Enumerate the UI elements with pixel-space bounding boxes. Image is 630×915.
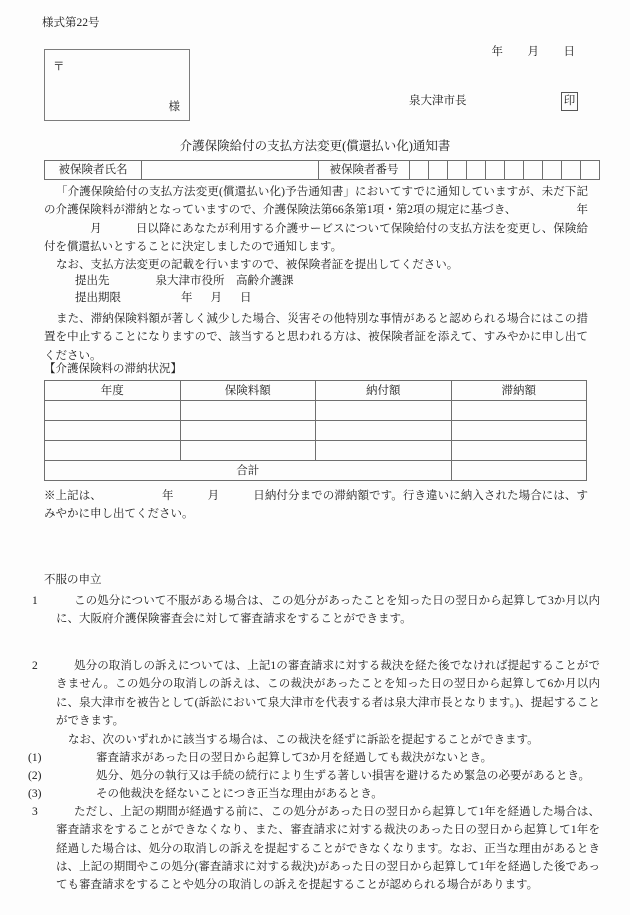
appeal-item-1-text: この処分について不服がある場合は、この処分があったことを知った日の翌日から起算して3か月以内に、大阪府介護保険審査会に対して審査請求をすることができます。 [56,595,600,626]
arrears-note [44,487,588,524]
appeal-sub-item-2-text: 処分、処分の執行又は手続の続行により生ずる著しい損害を避けるため緊急の必要があるとき。 [96,770,591,782]
appeal-sub-item-3-text: その他裁決を経ないことにつき正当な理由があるとき。 [96,788,383,800]
arrears-total-value[interactable] [451,461,587,481]
arrears-note-month: 月 [207,490,220,502]
header-date-line [480,35,575,70]
appeal-sub-item-2 [28,767,622,785]
insured-number-digit-8[interactable] [562,161,581,180]
insured-number-digit-3[interactable] [467,161,486,180]
appeal-sub-item-1 [28,749,622,767]
arrears-cell-1-2[interactable] [316,421,452,441]
arrears-cell-2-0[interactable] [45,441,181,461]
appeal-sub-item-3 [28,785,622,803]
header-month-label: 月 [527,45,539,58]
insured-name-label: 被保険者氏名 [45,161,142,180]
issuer-name: 泉大津市長 [409,95,467,107]
table-header-row [45,381,587,401]
appeal-section-title: 不服の申立 [44,574,102,586]
body-paragraph-1-month: 月 [90,222,102,235]
submission-deadline-year: 年 [181,292,193,304]
arrears-cell-2-2[interactable] [316,441,452,461]
insured-number-digit-6[interactable] [524,161,543,180]
submission-deadline-month: 月 [210,292,222,304]
body-paragraph-2: なお、支払方法変更の記載を行いますので、被保険者証を提出してください。 [56,259,459,271]
addressee-box [44,49,190,121]
insured-number-label: 被保険者番号 [319,161,410,180]
arrears-cell-1-3[interactable] [451,421,587,441]
appeal-item-2-note: なお、次のいずれかに該当する場合は、この裁決を経ずに訴訟を提起することができます。 [68,734,539,746]
body-paragraph-1-year: 年 [576,204,588,217]
arrears-column-unpaid-amount: 滞納額 [451,381,587,401]
page-title: 介護保険給付の支払方法変更(償還払い化)通知書 [179,139,451,153]
arrears-note-part-b: 日納付分までの滞納額です。行き違いに納入された場合には、すみやかに申し出てください。 [44,490,589,521]
arrears-section-heading: 【介護保険料の滞納状況】 [44,363,182,375]
arrears-column-fiscal-year: 年度 [45,381,181,401]
arrears-cell-2-1[interactable] [180,441,316,461]
postal-code-mark-icon: 〒 [53,61,65,73]
arrears-cell-1-0[interactable] [45,421,181,441]
appeal-item-3 [32,803,600,894]
appeal-item-2-number: 2 [32,660,38,672]
addressee-honorific: 様 [168,101,180,113]
arrears-cell-0-3[interactable] [451,401,587,421]
table-row [45,441,587,461]
submission-destination-value: 泉大津市役所 高齢介護課 [155,275,294,287]
appeal-item-1 [32,592,600,629]
appeal-sub-item-1-text: 審査請求があった日の翌日から起算して3か月を経過しても裁決がないとき。 [96,752,493,764]
arrears-note-year: 年 [161,490,174,502]
table-row [45,161,600,180]
arrears-cell-0-0[interactable] [45,401,181,421]
body-paragraph-3: また、滞納保険料額が著しく減少した場合、災害その他特別な事情があると認められる場合にはこの措置を中止することになりますので、該当すると思われる方は、被保険者証を添えて、すみやかに申し出てください。 [44,313,588,362]
arrears-column-paid-amount: 納付額 [316,381,452,401]
insured-number-digit-1[interactable] [429,161,448,180]
appeal-sub-item-1-marker: (1) [28,752,42,764]
insured-name-value[interactable] [142,161,319,180]
submission-deadline-day: 日 [240,292,252,304]
appeal-item-3-number: 3 [32,806,38,818]
form-number: 様式第22号 [42,17,100,29]
table-row [45,401,587,421]
arrears-cell-1-1[interactable] [180,421,316,441]
arrears-cell-0-1[interactable] [180,401,316,421]
appeal-item-2 [32,657,600,730]
insured-number-digit-0[interactable] [410,161,429,180]
arrears-table [44,380,587,481]
insured-number-digit-4[interactable] [486,161,505,180]
appeal-sub-item-2-marker: (2) [28,770,42,782]
table-row [45,421,587,441]
body-paragraph-1 [44,183,588,256]
appeal-item-2-text: 処分の取消しの訴えについては、上記1の審査請求に対する裁決を経た後でなければ提起することができません。この処分の取消しの訴えは、この裁決があったことを知った日の翌日から起算して6か月以内に、泉大津市を被告として(訴訟において泉大津市を代表する者は泉大津市長となります。)、提起することができます。 [56,660,600,727]
insured-person-table [44,160,600,180]
table-total-row [45,461,587,481]
body-paragraph-1-part-b: 日以降にあなたが利用する介護サービスについて保険給付の支払方法を変更し、保険給付を償還払いとすることに決定しましたので通知します。 [44,222,589,253]
insured-number-digit-7[interactable] [543,161,562,180]
arrears-column-premium-amount: 保険料額 [180,381,316,401]
insured-number-digit-2[interactable] [448,161,467,180]
insured-number-digit-5[interactable] [505,161,524,180]
appeal-sub-item-3-marker: (3) [28,788,42,800]
submission-destination-label: 提出先 [75,275,110,287]
arrears-note-part-a: ※上記は、 [44,490,102,502]
header-year-label: 年 [491,45,503,58]
insured-number-digit-9[interactable] [581,161,600,180]
seal-stamp-box: 印 [561,92,578,111]
arrears-cell-2-3[interactable] [451,441,587,461]
header-day-label: 日 [563,45,575,58]
arrears-total-label: 合計 [45,461,452,481]
appeal-item-1-number: 1 [32,595,38,607]
body-paragraph-1-part-a: 「介護保険給付の支払方法変更(償還払い化)予告通知書」においてすでに通知していますが、未だ下記の介護保険料が滞納となっていますので、介護保険法第66条第1項・第2項の規定に基づき、 [44,186,588,217]
appeal-item-3-text: ただし、上記の期間が経過する前に、この処分があった日の翌日から起算して1年を経過した場合は、審査請求をすることができなくなり、また、審査請求に対する裁決のあった日の翌日から起算して1年を経過した場合は、処分の取消しの訴えを提起することができなくなります。なお、正当な理由があるときは、上記の期間やこの処分(審査請求に対する裁決)があった日の翌日から起算して1年を経過した後であっても審査請求をすることや処分の取消しの訴えを提起することが認められる場合があります。 [56,806,600,892]
submission-deadline [75,293,252,305]
arrears-cell-0-2[interactable] [316,401,452,421]
submission-deadline-label: 提出期限 [75,292,121,304]
submission-destination [75,276,294,288]
